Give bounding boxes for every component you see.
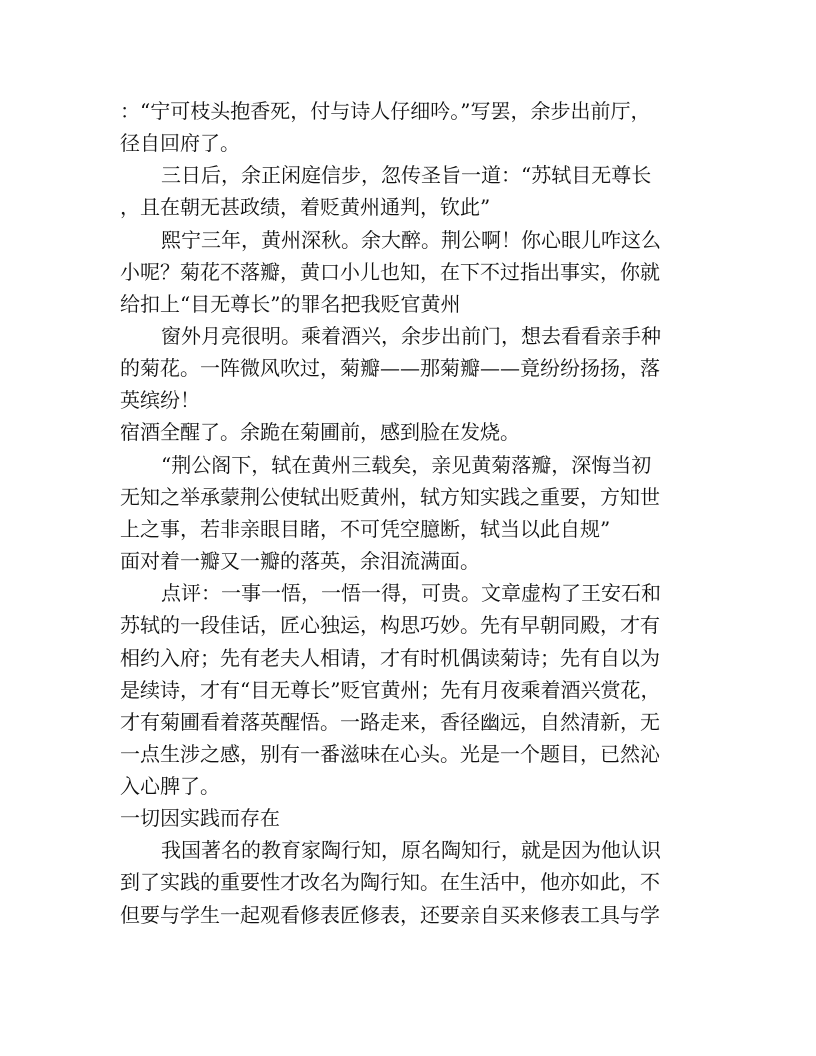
- text-line: 到了实践的重要性才改名为陶行知。在生活中，他亦如此，不: [120, 870, 660, 894]
- text-line: ：“宁可枝头抱香死，付与诗人仔细吟。”写罢，余步出前厅，: [120, 99, 651, 123]
- text-line: 径自回府了。: [120, 131, 240, 155]
- text-line: 的菊花。一阵微风吹过，菊瓣——那菊瓣——竟纷纷扬扬，落: [120, 356, 660, 380]
- text-line: 熙宁三年，黄州深秋。余大醉。荆公啊！你心眼儿咋这么: [161, 228, 661, 252]
- text-line: 相约入府；先有老夫人相请，才有时机偶读菊诗；先有自以为: [120, 646, 660, 670]
- text-line: 我国著名的教育家陶行知，原名陶知行，就是因为他认识: [161, 838, 661, 862]
- text-line: 入心脾了。: [120, 774, 220, 798]
- text-line: 英缤纷！: [120, 388, 200, 412]
- text-line: 才有菊圃看着落英醒悟。一路走来，香径幽远，自然清新，无: [120, 710, 660, 734]
- text-line: ，且在朝无甚政绩，着贬黄州通判，钦此”: [120, 195, 491, 219]
- text-line: “荆公阁下，轼在黄州三载矣，亲见黄菊落瓣，深悔当初: [161, 453, 652, 477]
- text-line: 窗外月亮很明。乘着酒兴，余步出前门，想去看看亲手种: [161, 324, 661, 348]
- text-line: 上之事，若非亲眼目睹，不可凭空臆断，轼当以此自规”: [120, 517, 611, 541]
- text-line: 三日后，余正闲庭信步，忽传圣旨一道：“苏轼目无尊长: [161, 163, 652, 187]
- text-line: 面对着一瓣又一瓣的落英，余泪流满面。: [120, 549, 480, 573]
- text-line: 但要与学生一起观看修表匠修表，还要亲自买来修表工具与学: [120, 903, 660, 927]
- text-line: 小呢？菊花不落瓣，黄口小儿也知，在下不过指出事实，你就: [120, 260, 660, 284]
- section-heading: 一切因实践而存在: [120, 806, 280, 830]
- text-line: 是续诗，才有“目无尊长”贬官黄州；先有月夜乘着酒兴赏花，: [120, 678, 661, 702]
- text-line: 无知之举承蒙荆公使轼出贬黄州，轼方知实践之重要，方知世: [120, 485, 660, 509]
- text-line: 宿酒全醒了。余跪在菊圃前，感到脸在发烧。: [120, 420, 520, 444]
- text-line: 给扣上“目无尊长”的罪名把我贬官黄州: [120, 292, 461, 316]
- text-line: 一点生涉之感，别有一番滋味在心头。光是一个题目，已然沁: [120, 742, 660, 766]
- text-line: 点评：一事一悟，一悟一得，可贵。文章虚构了王安石和: [161, 581, 661, 605]
- text-line: 苏轼的一段佳话，匠心独运，构思巧妙。先有早朝同殿，才有: [120, 613, 660, 637]
